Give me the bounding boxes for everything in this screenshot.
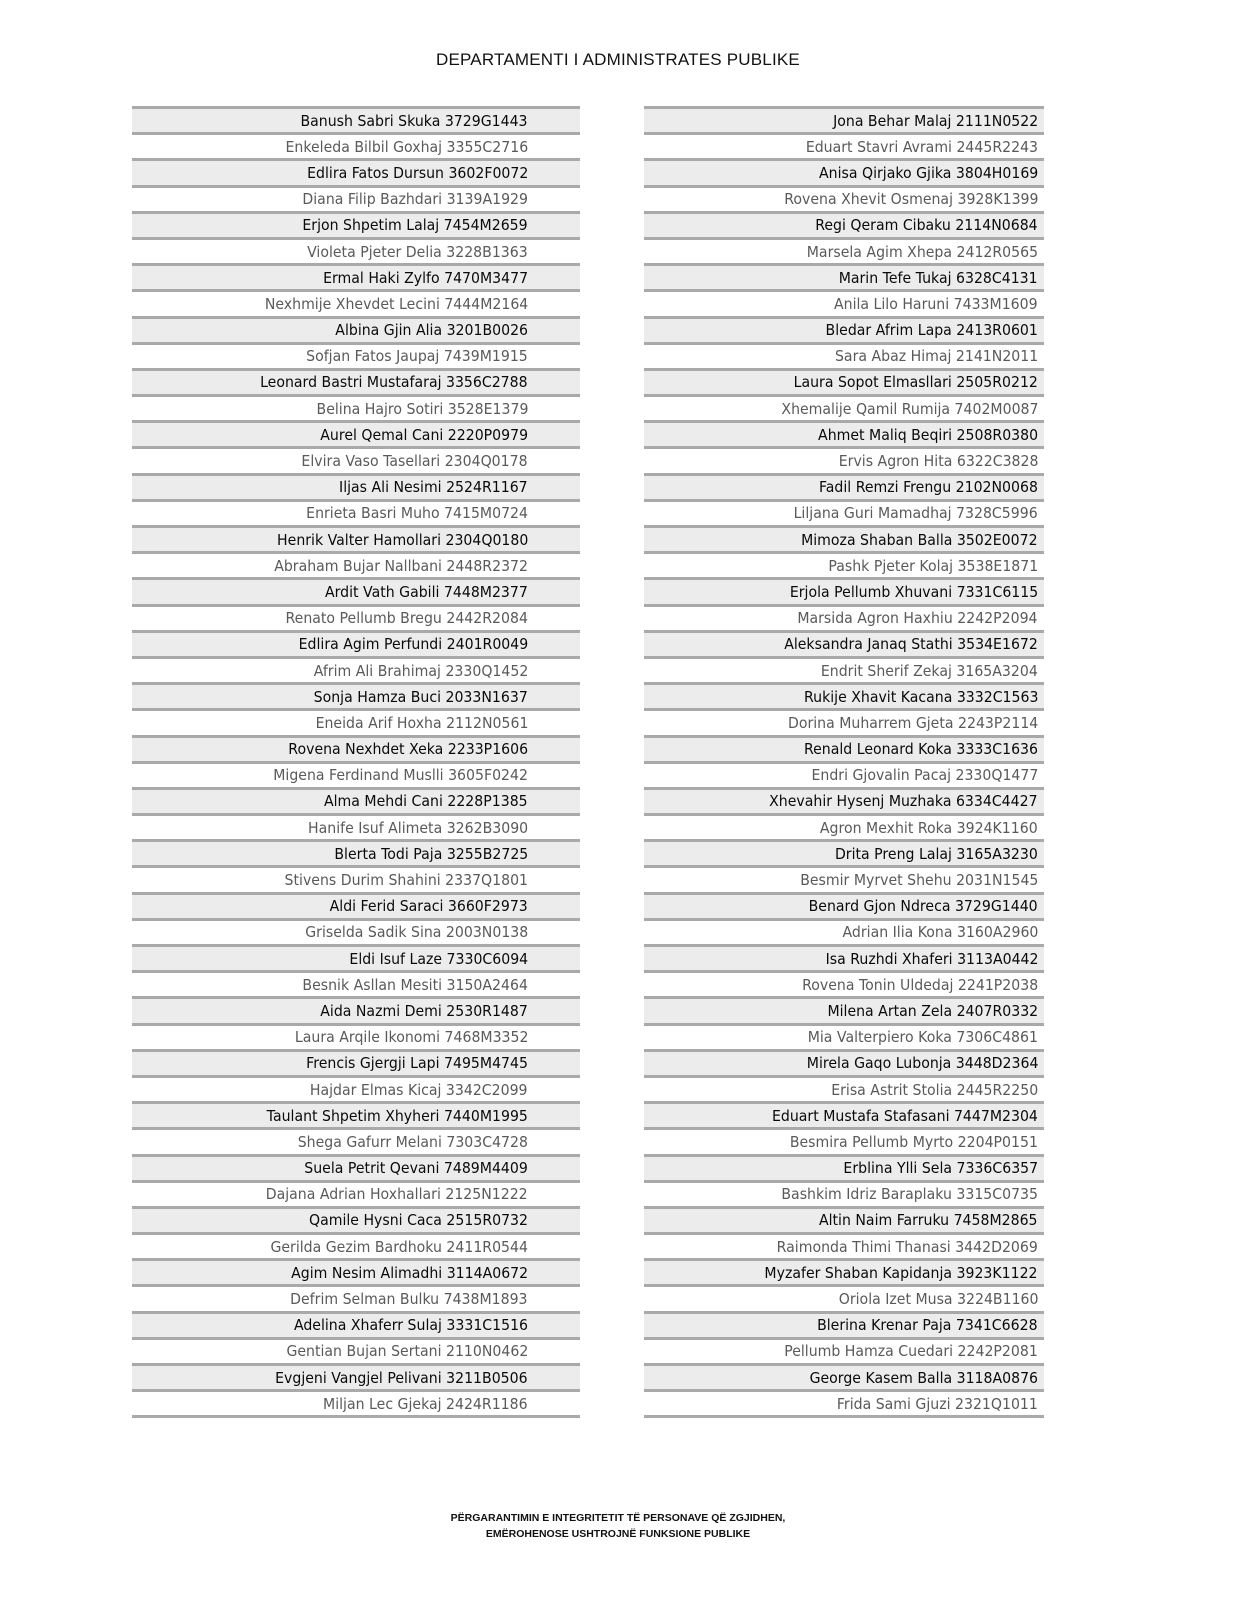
right-table-row	[644, 1284, 1044, 1310]
left-table-row	[132, 473, 580, 499]
right-table-row	[644, 656, 1044, 682]
person-entry: Eduart Stavri Avrami 2445R2243	[805, 137, 1038, 156]
left-table-row	[132, 1232, 580, 1258]
person-entry: Besnik Asllan Mesiti 3150A2464	[302, 975, 528, 994]
person-entry: Bledar Afrim Lapa 2413R0601	[825, 321, 1038, 340]
person-entry: Laura Sopot Elmasllari 2505R0212	[793, 373, 1038, 392]
person-entry: Marsida Agron Haxhiu 2242P2094	[797, 609, 1038, 628]
footer-line-2: EMËROHENOSE USHTROJNË FUNKSIONE PUBLIKE	[485, 1528, 751, 1540]
person-entry: Aleksandra Janaq Stathi 3534E1672	[784, 635, 1038, 654]
person-entry: Gerilda Gezim Bardhoku 2411R0544	[270, 1237, 528, 1256]
person-entry: Ardit Vath Gabili 7448M2377	[325, 582, 528, 601]
left-table-row	[132, 499, 580, 525]
left-table-row	[132, 1127, 580, 1153]
person-entry: Regi Qeram Cibaku 2114N0684	[815, 216, 1038, 235]
right-table-row	[644, 944, 1044, 970]
person-entry: Oriola Izet Musa 3224B1160	[838, 1290, 1038, 1309]
person-entry: Mirela Gaqo Lubonja 3448D2364	[806, 1054, 1038, 1073]
person-entry: Eldi Isuf Laze 7330C6094	[349, 949, 528, 968]
left-table-row	[132, 289, 580, 315]
person-entry: Migena Ferdinand Muslli 3605F0242	[273, 766, 528, 785]
person-entry: Griselda Sadik Sina 2003N0138	[304, 923, 528, 942]
right-table-row	[644, 787, 1044, 813]
person-entry: Edlira Fatos Dursun 3602F0072	[306, 163, 528, 182]
person-entry: Pashk Pjeter Kolaj 3538E1871	[828, 556, 1038, 575]
right-table-row	[644, 1258, 1044, 1284]
person-entry: Iljas Ali Nesimi 2524R1167	[339, 478, 528, 497]
person-entry: Xhevahir Hysenj Muzhaka 6334C4427	[769, 792, 1038, 811]
right-table-row	[644, 1023, 1044, 1049]
left-table-row	[132, 237, 580, 263]
person-entry: Hanife Isuf Alimeta 3262B3090	[307, 818, 528, 837]
person-entry: Sonja Hamza Buci 2033N1637	[313, 687, 528, 706]
person-entry: Enkeleda Bilbil Goxhaj 3355C2716	[285, 137, 528, 156]
person-entry: Adelina Xhaferr Sulaj 3331C1516	[293, 1316, 528, 1335]
right-table-row	[644, 185, 1044, 211]
left-name-column	[132, 106, 580, 1418]
right-table-row	[644, 263, 1044, 289]
left-table-row	[132, 446, 580, 472]
right-table-row	[644, 106, 1044, 132]
person-entry: Marin Tefe Tukaj 6328C4131	[839, 268, 1038, 287]
right-table-row	[644, 1154, 1044, 1180]
right-table-row	[644, 1232, 1044, 1258]
left-table-row	[132, 1284, 580, 1310]
right-table-row	[644, 1206, 1044, 1232]
left-table-row	[132, 1311, 580, 1337]
person-entry: Marsela Agim Xhepa 2412R0565	[806, 242, 1038, 261]
footer	[0, 1510, 1236, 1542]
person-entry: Miljan Lec Gjekaj 2424R1186	[323, 1394, 528, 1413]
person-entry: Banush Sabri Skuka 3729G1443	[300, 111, 528, 130]
person-entry: Elvira Vaso Tasellari 2304Q0178	[301, 452, 528, 471]
right-table-row	[644, 394, 1044, 420]
person-entry: Belina Hajro Sotiri 3528E1379	[316, 399, 528, 418]
left-table-row	[132, 158, 580, 184]
left-table-row	[132, 1337, 580, 1363]
person-entry: Taulant Shpetim Xhyheri 7440M1995	[266, 1106, 528, 1125]
person-entry: Fadil Remzi Frengu 2102N0068	[819, 478, 1038, 497]
left-table-row	[132, 1049, 580, 1075]
person-entry: Blerina Krenar Paja 7341C6628	[817, 1316, 1038, 1335]
person-entry: Erjon Shpetim Lalaj 7454M2659	[302, 216, 528, 235]
person-entry: Rovena Xhevit Osmenaj 3928K1399	[783, 190, 1038, 209]
person-entry: Myzafer Shaban Kapidanja 3923K1122	[764, 1263, 1038, 1282]
left-table-row	[132, 394, 580, 420]
person-entry: Evgjeni Vangjel Pelivani 3211B0506	[275, 1368, 528, 1387]
person-entry: Violeta Pjeter Delia 3228B1363	[307, 242, 528, 261]
left-table-row	[132, 813, 580, 839]
right-table-row	[644, 499, 1044, 525]
person-entry: Liljana Guri Mamadhaj 7328C5996	[793, 504, 1038, 523]
left-table-row	[132, 996, 580, 1022]
left-table-row	[132, 525, 580, 551]
right-table-row	[644, 446, 1044, 472]
person-entry: Agim Nesim Alimadhi 3114A0672	[291, 1263, 528, 1282]
right-table-row	[644, 1389, 1044, 1415]
person-entry: Adrian Ilia Kona 3160A2960	[842, 923, 1038, 942]
person-entry: Endri Gjovalin Pacaj 2330Q1477	[811, 766, 1038, 785]
left-table-row	[132, 1154, 580, 1180]
left-table-row	[132, 735, 580, 761]
right-table-row	[644, 813, 1044, 839]
person-entry: Anila Lilo Haruni 7433M1609	[834, 294, 1038, 313]
person-entry: Erblina Ylli Sela 7336C6357	[843, 1159, 1038, 1178]
left-table-row	[132, 892, 580, 918]
person-entry: Erisa Astrit Stolia 2445R2250	[831, 1080, 1038, 1099]
left-table-row	[132, 368, 580, 394]
person-entry: Suela Petrit Qevani 7489M4409	[304, 1159, 528, 1178]
right-table-row	[644, 1127, 1044, 1153]
right-table-row	[644, 158, 1044, 184]
right-table-row	[644, 735, 1044, 761]
person-entry: Bashkim Idriz Baraplaku 3315C0735	[781, 1185, 1038, 1204]
person-entry: Aldi Ferid Saraci 3660F2973	[329, 897, 528, 916]
person-entry: Aurel Qemal Cani 2220P0979	[320, 425, 528, 444]
person-entry: Laura Arqile Ikonomi 7468M3352	[294, 1028, 528, 1047]
person-entry: Endrit Sherif Zekaj 3165A3204	[821, 661, 1038, 680]
right-table-row	[644, 551, 1044, 577]
person-entry: Rovena Nexhdet Xeka 2233P1606	[288, 740, 528, 759]
left-table-row	[132, 865, 580, 891]
person-entry: Ervis Agron Hita 6322C3828	[838, 452, 1038, 471]
left-table-row	[132, 1258, 580, 1284]
person-entry: Alma Mehdi Cani 2228P1385	[324, 792, 528, 811]
person-entry: Aida Nazmi Demi 2530R1487	[320, 1001, 528, 1020]
left-table-row	[132, 630, 580, 656]
person-entry: Sara Abaz Himaj 2141N2011	[834, 347, 1038, 366]
right-table-row	[644, 1101, 1044, 1127]
person-entry: Erjola Pellumb Xhuvani 7331C6115	[789, 582, 1038, 601]
left-table-row	[132, 132, 580, 158]
person-entry: Renald Leonard Koka 3333C1636	[803, 740, 1038, 759]
person-entry: Blerta Todi Paja 3255B2725	[334, 844, 528, 863]
left-table-row	[132, 342, 580, 368]
left-table-row	[132, 918, 580, 944]
left-table-row	[132, 708, 580, 734]
person-entry: Eneida Arif Hoxha 2112N0561	[315, 713, 528, 732]
left-table-row	[132, 682, 580, 708]
person-entry: Abraham Bujar Nallbani 2448R2372	[274, 556, 528, 575]
person-entry: Anisa Qirjako Gjika 3804H0169	[818, 163, 1038, 182]
right-table-row	[644, 289, 1044, 315]
left-table-row	[132, 604, 580, 630]
person-entry: Henrik Valter Hamollari 2304Q0180	[276, 530, 528, 549]
left-table-row	[132, 185, 580, 211]
left-table-row	[132, 577, 580, 603]
left-table-row	[132, 1023, 580, 1049]
person-entry: Afrim Ali Brahimaj 2330Q1452	[313, 661, 528, 680]
person-entry: Altin Naim Farruku 7458M2865	[819, 1211, 1038, 1230]
left-table-row	[132, 1389, 580, 1415]
right-table-row	[644, 918, 1044, 944]
right-table-row	[644, 1337, 1044, 1363]
right-table-row	[644, 368, 1044, 394]
person-entry: Agron Mexhit Roka 3924K1160	[820, 818, 1038, 837]
left-table-row	[132, 316, 580, 342]
right-table-row	[644, 630, 1044, 656]
person-entry: Dajana Adrian Hoxhallari 2125N1222	[266, 1185, 528, 1204]
person-entry: Enrieta Basri Muho 7415M0724	[306, 504, 528, 523]
left-table-row	[132, 970, 580, 996]
person-entry: Mia Valterpiero Koka 7306C4861	[807, 1028, 1038, 1047]
right-table-row	[644, 682, 1044, 708]
left-table-row	[132, 551, 580, 577]
right-table-row	[644, 132, 1044, 158]
person-entry: Mimoza Shaban Balla 3502E0072	[801, 530, 1038, 549]
person-entry: Hajdar Elmas Kicaj 3342C2099	[310, 1080, 528, 1099]
person-entry: Leonard Bastri Mustafaraj 3356C2788	[260, 373, 528, 392]
person-entry: Ahmet Maliq Beqiri 2508R0380	[817, 425, 1038, 444]
right-table-row	[644, 865, 1044, 891]
left-table-row	[132, 1363, 580, 1389]
person-entry: Besmir Myrvet Shehu 2031N1545	[799, 871, 1038, 890]
person-entry: Besmira Pellumb Myrto 2204P0151	[789, 1132, 1038, 1151]
footer-line-1: PËRGARANTIMIN E INTEGRITETIT TË PERSONAVE QË ZGJIDHEN,	[450, 1512, 786, 1524]
right-table-row	[644, 1049, 1044, 1075]
person-entry: Frida Sami Gjuzi 2321Q1011	[836, 1394, 1038, 1413]
right-table-row	[644, 892, 1044, 918]
right-table-row	[644, 342, 1044, 368]
left-table-row	[132, 944, 580, 970]
right-table-row	[644, 577, 1044, 603]
right-table-row	[644, 211, 1044, 237]
person-entry: Milena Artan Zela 2407R0332	[827, 1001, 1038, 1020]
person-entry: Frencis Gjergji Lapi 7495M4745	[306, 1054, 528, 1073]
right-table-row	[644, 473, 1044, 499]
person-entry: Edlira Agim Perfundi 2401R0049	[298, 635, 528, 654]
left-table-row	[132, 761, 580, 787]
right-table-row	[644, 996, 1044, 1022]
person-entry: Jona Behar Malaj 2111N0522	[832, 111, 1038, 130]
left-table-row	[132, 420, 580, 446]
left-table-row	[132, 1206, 580, 1232]
person-entry: Renato Pellumb Bregu 2442R2084	[285, 609, 528, 628]
person-entry: Dorina Muharrem Gjeta 2243P2114	[787, 713, 1038, 732]
left-table-row	[132, 1101, 580, 1127]
left-table-row	[132, 839, 580, 865]
person-entry: George Kasem Balla 3118A0876	[809, 1368, 1038, 1387]
right-table-row	[644, 237, 1044, 263]
person-entry: Diana Filip Bazhdari 3139A1929	[302, 190, 528, 209]
person-entry: Pellumb Hamza Cuedari 2242P2081	[784, 1342, 1038, 1361]
person-entry: Rukije Xhavit Kacana 3332C1563	[803, 687, 1038, 706]
person-entry: Gentian Bujan Sertani 2110N0462	[286, 1342, 528, 1361]
person-entry: Benard Gjon Ndreca 3729G1440	[808, 897, 1038, 916]
person-entry: Drita Preng Lalaj 3165A3230	[835, 844, 1038, 863]
person-entry: Ermal Haki Zylfo 7470M3477	[323, 268, 528, 287]
person-entry: Raimonda Thimi Thanasi 3442D2069	[776, 1237, 1038, 1256]
right-table-row	[644, 1180, 1044, 1206]
right-table-row	[644, 316, 1044, 342]
right-table-row	[644, 761, 1044, 787]
left-table-row	[132, 656, 580, 682]
left-table-row	[132, 787, 580, 813]
person-entry: Eduart Mustafa Stafasani 7447M2304	[772, 1106, 1038, 1125]
person-entry: Xhemalije Qamil Rumija 7402M0087	[780, 399, 1038, 418]
right-column-bottom-rule	[644, 1415, 1044, 1418]
right-table-row	[644, 1311, 1044, 1337]
right-table-row	[644, 525, 1044, 551]
person-entry: Shega Gafurr Melani 7303C4728	[297, 1132, 528, 1151]
right-table-row	[644, 708, 1044, 734]
right-table-row	[644, 970, 1044, 996]
person-entry: Nexhmije Xhevdet Lecini 7444M2164	[264, 294, 528, 313]
person-entry: Rovena Tonin Uldedaj 2241P2038	[801, 975, 1038, 994]
person-entry: Isa Ruzhdi Xhaferi 3113A0442	[825, 949, 1038, 968]
right-table-row	[644, 839, 1044, 865]
right-table-row	[644, 420, 1044, 446]
left-table-row	[132, 263, 580, 289]
left-column-bottom-rule	[132, 1415, 580, 1418]
right-table-row	[644, 604, 1044, 630]
left-table-row	[132, 1180, 580, 1206]
right-table-row	[644, 1363, 1044, 1389]
person-entry: Qamile Hysni Caca 2515R0732	[308, 1211, 528, 1230]
person-entry: Sofjan Fatos Jaupaj 7439M1915	[306, 347, 528, 366]
person-entry: Albina Gjin Alia 3201B0026	[335, 321, 528, 340]
person-entry: Defrim Selman Bulku 7438M1893	[290, 1290, 528, 1309]
left-table-row	[132, 106, 580, 132]
person-entry: Stivens Durim Shahini 2337Q1801	[284, 871, 528, 890]
left-table-row	[132, 1075, 580, 1101]
page-title: DEPARTAMENTI I ADMINISTRATES PUBLIKE	[436, 50, 800, 69]
right-table-row	[644, 1075, 1044, 1101]
left-table-row	[132, 211, 580, 237]
right-name-column	[644, 106, 1044, 1418]
